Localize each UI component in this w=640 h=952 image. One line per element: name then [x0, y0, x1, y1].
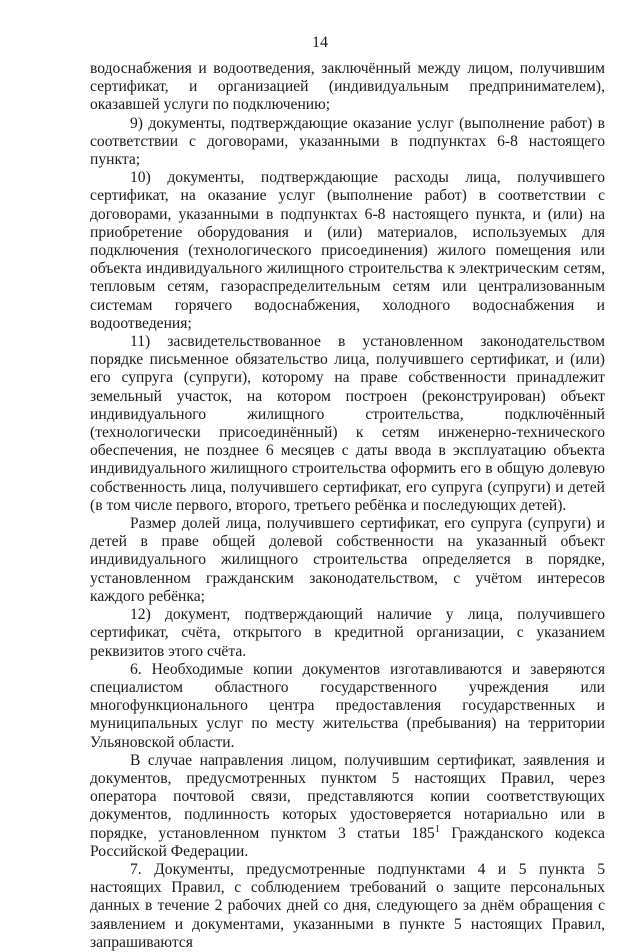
postal-submission-text: В случае направления лицом, получившим сертификат, заявления и документов, предусмотренных пунктом 5 настоящих Правил, через оператора почтовой связи, представляются копии соответствующих документов, подлинность которых удостоверяется нотариально или в порядке, установленном пунктом 3 статьи 185: [90, 751, 605, 842]
paragraph-share-size: Размер долей лица, получившего сертификат, его супруга (супруги) и детей в праве общей долевой собственности на указанный объект индивидуального жилищного строительства определяется в порядке, установленном гражданским законодательством, с учётом интересов каждого ребёнка;: [90, 515, 605, 605]
paragraph-item-9: 9) документы, подтверждающие оказание услуг (выполнение работ) в соответствии с договорами, указанными в подпунктах 6-8 настоящего пункта;: [90, 114, 605, 169]
document-body: [90, 60, 605, 952]
paragraph-clause-7: 7. Документы, предусмотренные подпунктами 4 и 5 пункта 5 настоящих Правил, с соблюдением требований о защите персональных данных в течение 2 рабочих дней со дня, следующего за днём обращения с заявлением и документами, указанными в пункте 5 настоящих Правил, запрашиваются: [90, 860, 605, 951]
paragraph-clause-6: 6. Необходимые копии документов изготавливаются и заверяются специалистом областного государственного учреждения или многофункционального центра предоставления государственных и муниципальных услуг по месту жительства (пребывания) на территории Ульяновской области.: [90, 660, 605, 751]
article-superscript: 1: [434, 823, 440, 835]
page-number: 14: [312, 34, 328, 51]
paragraph-item-11: 11) засвидетельствованное в установленном законодательством порядке письменное обязательство лица, получившего сертификат, и (или) его супруга (супруги), которому на праве собственности принадлежит земельный участок, на котором построен (реконструирован) объект индивидуального жилищного строительства, подключённый (технологически присоединённый) к сетям инженерно-технического обеспечения, не позднее 6 месяцев с даты ввода в эксплуатацию объекта индивидуального жилищного строительства оформить его в общую долевую собственность лица, получившего сертификат, его супруга (супруги) и детей (в том числе первого, второго, третьего ребёнка и последующих детей).: [90, 333, 605, 514]
paragraph-water-supply-contract: водоснабжения и водоотведения, заключённый между лицом, получившим сертификат, и организацией (индивидуальным предпринимателем), оказавшей услуги по подключению;: [90, 60, 605, 114]
paragraph-item-10: 10) документы, подтверждающие расходы лица, получившего сертификат, на оказание услуг (выполнение работ) в соответствии с договорами, указанными в подпунктах 6-8 настоящего пункта, и (или) на приобретение оборудования и (или) материалов, используемых для подключения (технологического присоединения) жилого помещения или объекта индивидуального жилищного строительства к электрическим сетям, тепловым сетям, газораспределительным сетям или централизованным системам горячего водоснабжения, холодного водоснабжения и водоотведения;: [90, 169, 605, 332]
paragraph-postal-submission: [90, 752, 605, 861]
paragraph-item-12: 12) документ, подтверждающий наличие у лица, получившего сертификат, счёта, открытого в кредитной организации, с указанием реквизитов этого счёта.: [90, 606, 605, 660]
postal-submission-tail: Гражданского кодекса Российской Федерации.: [90, 824, 605, 860]
